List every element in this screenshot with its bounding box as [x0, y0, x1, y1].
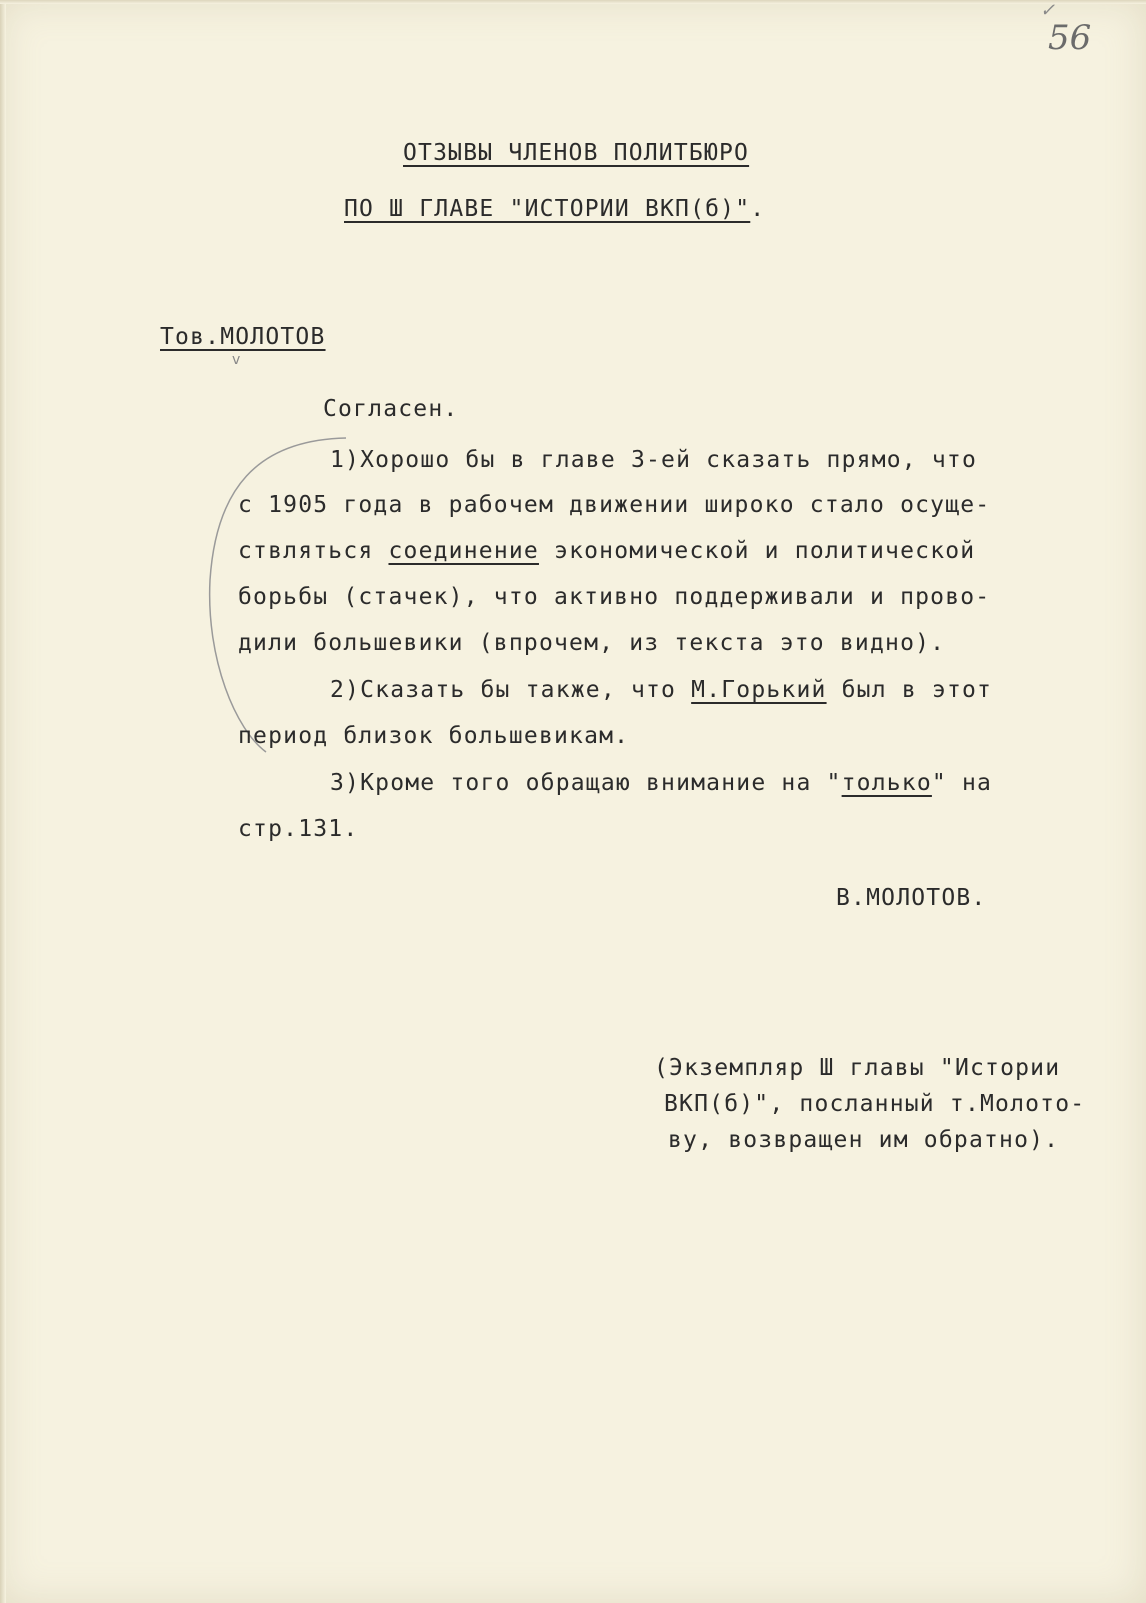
body-line-6-pre: 2)Сказать бы также, что [330, 677, 692, 703]
body-line-4: борьбы (стачек), что активно поддерживали и прово- [238, 584, 991, 610]
page-edge-top [0, 0, 1146, 4]
body-line-8 [330, 770, 992, 796]
note-line-2: ВКП(б)", посланный т.Молото- [664, 1091, 1086, 1117]
underlined-name-gorky: М.Горький [691, 677, 827, 703]
body-line-3-pre: ствляться [238, 538, 389, 564]
body-line-6 [330, 677, 992, 703]
note-line-3: ву, возвращен им обратно). [668, 1127, 1060, 1153]
title-line-2-period: . [750, 196, 766, 222]
title-line-1: ОТЗЫВЫ ЧЛЕНОВ ПОЛИТБЮРО [403, 140, 750, 166]
page-edge-left [0, 0, 6, 1603]
body-line-1: 1)Хорошо бы в главе 3-ей сказать прямо, что [330, 447, 978, 473]
underlined-word-tolko: только [841, 770, 932, 796]
body-line-3-post: экономической и политической [538, 538, 976, 564]
addressee: Тов.МОЛОТОВ [160, 324, 326, 350]
body-line-8-post: " на [931, 770, 993, 796]
folio-tick-mark: ✓ [1040, 0, 1056, 21]
body-line-7: период близок большевикам. [238, 723, 630, 749]
body-line-agree: Согласен. [323, 396, 459, 422]
body-line-9: стр.131. [238, 816, 359, 842]
body-line-6-post: был в этот [826, 677, 993, 703]
title-line-2 [344, 196, 765, 222]
body-line-2: с 1905 года в рабочем движении широко стало осуще- [238, 492, 991, 518]
underlined-word-soedinenie: соединение [388, 538, 539, 564]
note-line-1: (Экземпляр Ш главы "Истории [654, 1055, 1061, 1081]
folio-number: 56 [1048, 18, 1092, 58]
body-line-8-pre: 3)Кроме того обращаю внимание на " [330, 770, 842, 796]
body-line-3 [238, 538, 975, 564]
title-line-2-text: ПО Ш ГЛАВЕ "ИСТОРИИ ВКП(б)" [344, 196, 751, 222]
signature: В.МОЛОТОВ. [836, 885, 987, 911]
check-mark: v [232, 352, 241, 368]
body-line-5: дили большевики (впрочем, из текста это видно). [238, 630, 946, 656]
